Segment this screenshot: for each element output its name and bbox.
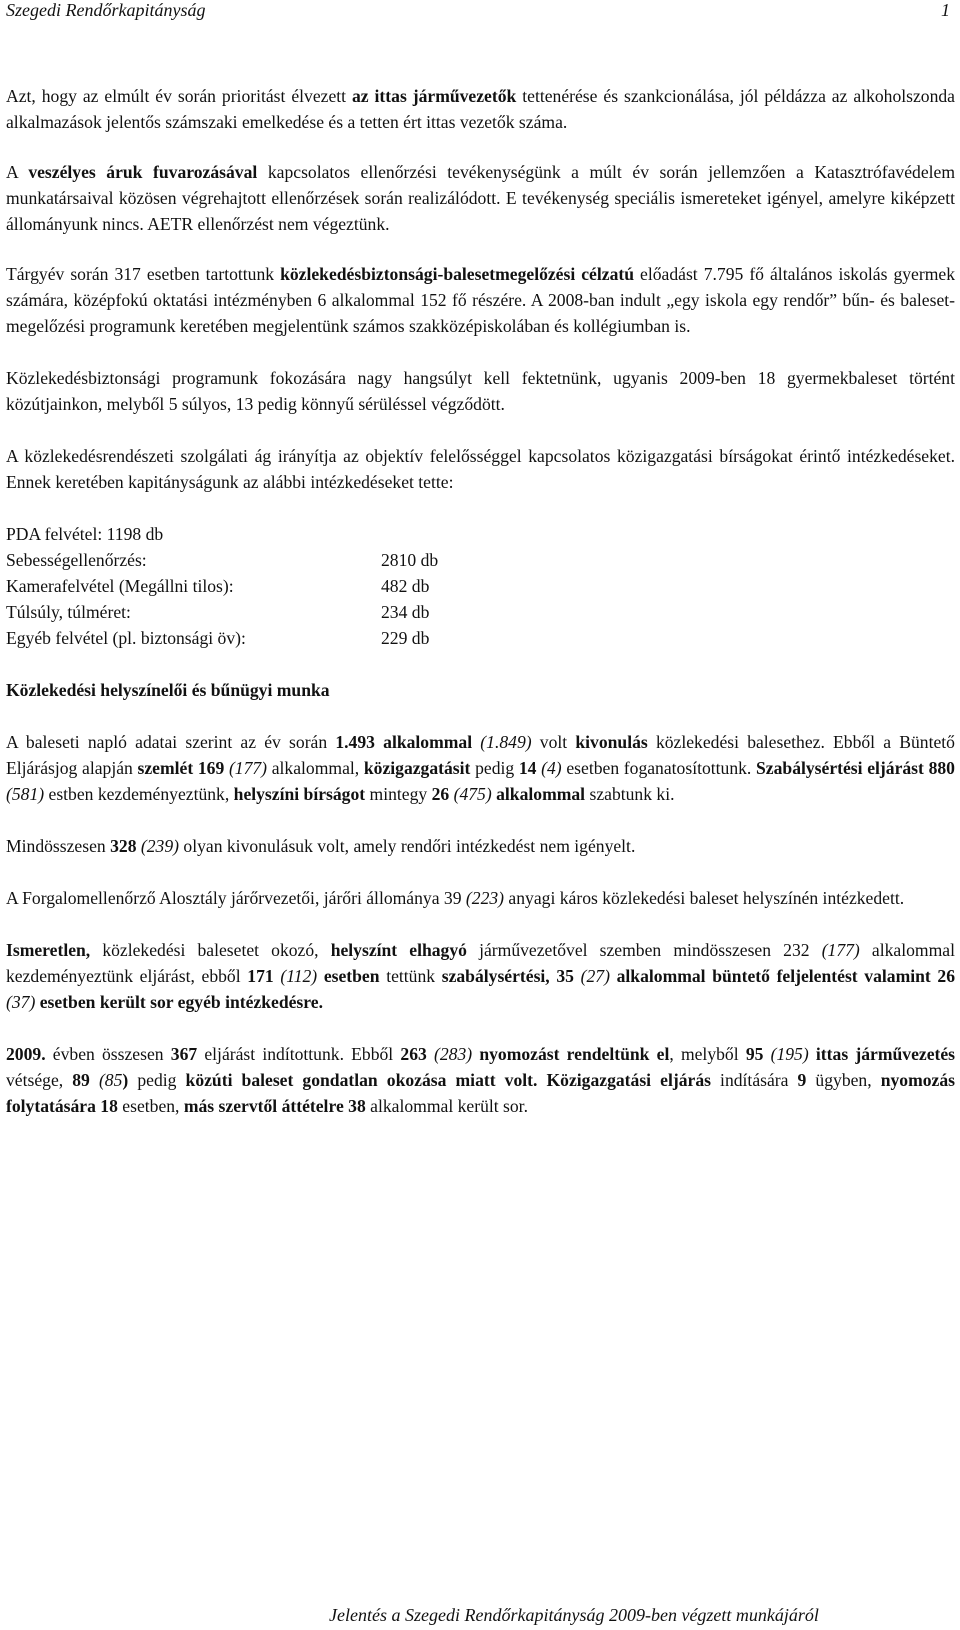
bold-run: más szervtől áttételre 38	[183, 1096, 366, 1116]
bold-run: Szabálysértési eljárást 880	[756, 758, 955, 778]
bold-run: helyszínt elhagyó	[330, 940, 467, 960]
text-run: olyan kivonulásuk volt, amely rendőri intézkedést nem igényelt.	[179, 836, 636, 856]
bold-run: 89	[72, 1070, 90, 1090]
document-body	[6, 83, 955, 1145]
bold-run: 171	[247, 966, 274, 986]
measure-value: 2810 db	[381, 550, 439, 570]
text-run: esetben,	[117, 1096, 184, 1116]
text-run	[90, 1070, 99, 1090]
text-run: alkalommal kezdeményeztünk eljárást, ebből	[6, 940, 955, 986]
text-run: A baleseti napló adatai szerint az év során	[6, 732, 336, 752]
bold-run: 263	[400, 1044, 427, 1064]
bold-run: 367	[170, 1044, 198, 1064]
bold-run: 1.493 alkalommal	[335, 732, 473, 752]
text-run: pedig	[128, 1070, 186, 1090]
text-run: eljárást indítottunk. Ebből	[197, 1044, 401, 1064]
bold-run: közúti baleset gondatlan okozása miatt volt. Közigazgatási eljárás	[185, 1070, 711, 1090]
italic-run: (85	[98, 1070, 123, 1090]
bold-run: 26	[431, 784, 450, 804]
bold-run: esetben került sor egyéb intézkedésre.	[39, 992, 323, 1012]
measure-value: 234 db	[381, 602, 430, 622]
measure-value: 229 db	[381, 628, 430, 648]
text-run: tettünk	[379, 966, 442, 986]
bold-run: szabálysértési, 35	[441, 966, 574, 986]
italic-run: (1.849)	[480, 732, 532, 752]
bold-run: 9	[797, 1070, 807, 1090]
bold-run: 95	[745, 1044, 764, 1064]
measures-list	[6, 521, 955, 651]
text-run: Mindösszesen	[6, 836, 111, 856]
italic-run: (37)	[6, 992, 36, 1012]
measure-row	[6, 547, 955, 573]
bold-run: közlekedésbiztonsági-balesetmegelőzési célzatú	[280, 264, 635, 284]
text-run: előadást 7.795 fő általános iskolás gyermek számára, középfokú oktatási intézményben 6 alkalommal 152 fő részére. A 2008-ban indult „egy iskola egy rendőr” bűn- és baleset-megelőzési programunk keretében megjelentünk számos szakközépiskolában és kollégiumban is.	[6, 264, 956, 336]
measure-row	[6, 599, 955, 625]
bold-run: )	[122, 1070, 129, 1090]
text-run: alkalommal,	[267, 758, 364, 778]
text-run	[610, 966, 617, 986]
bold-run: nyomozás folytatására 18	[6, 1070, 956, 1116]
measure-label: Sebességellenőrzés:	[6, 550, 147, 570]
text-run	[427, 1044, 434, 1064]
italic-run: (177)	[821, 940, 860, 960]
text-run: mintegy	[365, 784, 432, 804]
paragraph-drunk-drivers	[6, 83, 955, 135]
paragraph-prevention-lectures	[6, 261, 955, 339]
text-run	[574, 966, 581, 986]
text-run: volt	[531, 732, 576, 752]
text-run: indítására	[710, 1070, 798, 1090]
italic-run: (112)	[280, 966, 318, 986]
header-title: Szegedi Rendőrkapitányság	[6, 0, 206, 20]
bold-run: helyszíni bírságot	[233, 784, 366, 804]
measure-row	[6, 573, 955, 599]
italic-run: (283)	[434, 1044, 473, 1064]
paragraph-accident-log	[6, 729, 955, 807]
text-run: A	[6, 162, 29, 182]
footer-text: Jelentés a Szegedi Rendőrkapitányság 2009-ben végzett munkájáról	[329, 1605, 819, 1625]
text-run: A Forgalomellenőrző Alosztály járőrvezetői, járőri állománya 39	[6, 888, 466, 908]
bold-run: alkalommal büntető feljelentést valamint 26	[616, 966, 956, 986]
bold-run: az ittas járművezetők	[352, 86, 517, 106]
text-run: kapcsolatos ellenőrzési tevékenységünk a múlt év során jellemzően a Katasztrófavédelem munkatársaival közösen végrehajtott ellenőrzések során realizálódott. E tevékenység speciális ismereteket igényel, amelyre kiképzett állományunk nincs. AETR ellenőrzést nem végeztünk.	[6, 162, 956, 234]
text-run: , melyből	[669, 1044, 746, 1064]
bold-run: esetben	[323, 966, 380, 986]
paragraph-administrative-fines: A közlekedésrendészeti szolgálati ág irányítja az objektív felelősséggel kapcsolatos közigazgatási bírságokat érintő intézkedéseket. Ennek keretében kapitányságunk az alábbi intézkedéseket tette:	[6, 446, 955, 492]
text-run: Azt, hogy az elmúlt év során prioritást élvezett	[6, 86, 352, 106]
bold-run: 328	[110, 836, 137, 856]
text-run: közlekedési balesethez. Ebből a Büntető Eljárásjog alapján	[6, 732, 955, 778]
text-run	[763, 1044, 770, 1064]
measure-row	[6, 625, 955, 651]
paragraph-hit-and-run	[6, 937, 955, 1015]
measure-label: Kamerafelvétel (Megállni tilos):	[6, 576, 234, 596]
text-run: közlekedési balesetet okozó,	[90, 940, 331, 960]
text-run: vétsége,	[6, 1070, 73, 1090]
text-run	[809, 1044, 816, 1064]
text-run: pedig	[470, 758, 519, 778]
text-run: anyagi káros közlekedési baleset helyszínén intézkedett.	[504, 888, 905, 908]
measure-label: Egyéb felvétel (pl. biztonsági öv):	[6, 628, 246, 648]
page-number: 1	[941, 0, 950, 20]
paragraph-child-accidents: Közlekedésbiztonsági programunk fokozására nagy hangsúlyt kell fektetnünk, ugyanis 2009-ben 18 gyermekbaleset történt közútjainkon, melyből 5 súlyos, 13 pedig könnyű sérüléssel végződött.	[6, 368, 955, 414]
bold-run: 14	[518, 758, 537, 778]
bold-run: kivonulás	[575, 732, 648, 752]
italic-run: (177)	[228, 758, 268, 778]
bold-run: 2009.	[6, 1044, 46, 1064]
text-run: tettenérése és szankcionálása, jól példázza az alkoholszonda alkalmazások jelentős számszaki emelkedése és a tetten ért ittas vezetők száma.	[6, 86, 955, 132]
italic-run: (4)	[541, 758, 562, 778]
bold-run: közigazgatásit	[363, 758, 471, 778]
italic-run: (581)	[6, 784, 45, 804]
measure-label: Túlsúly, túlméret:	[6, 602, 131, 622]
text-run: Tárgyév során 317 esetben tartottunk	[6, 264, 281, 284]
text-run: járművezetővel szemben mindösszesen 232	[466, 940, 822, 960]
measure-value: 482 db	[381, 576, 430, 596]
page-footer	[0, 1604, 960, 1626]
paragraph-dangerous-goods	[6, 159, 955, 237]
section-heading: Közlekedési helyszínelői és bűnügyi munka	[6, 680, 330, 700]
text-run: esetben foganatosítottunk.	[561, 758, 757, 778]
italic-run: (475)	[453, 784, 492, 804]
bold-run: ittas járművezetés	[815, 1044, 956, 1064]
text-run: szabtunk ki.	[585, 784, 675, 804]
bold-run: veszélyes áruk fuvarozásával	[28, 162, 258, 182]
italic-run: (27)	[580, 966, 610, 986]
paragraph-proceedings-2009	[6, 1041, 955, 1119]
italic-run: (223)	[465, 888, 505, 908]
italic-run: (239)	[140, 836, 179, 856]
measure-row	[6, 521, 955, 547]
text-run: ügyben,	[806, 1070, 881, 1090]
text-run: évben összesen	[45, 1044, 171, 1064]
bold-run: alkalommal	[496, 784, 586, 804]
text-run	[317, 966, 324, 986]
text-run: alkalommal került sor.	[365, 1096, 528, 1116]
paragraph-traffic-control-unit	[6, 885, 955, 911]
measure-label: PDA felvétel: 1198 db	[6, 524, 164, 544]
bold-run: Ismeretlen,	[6, 940, 91, 960]
italic-run: (195)	[770, 1044, 809, 1064]
bold-run: nyomozást rendeltünk el	[479, 1044, 670, 1064]
bold-run: szemlét 169	[137, 758, 225, 778]
text-run: estben kezdeményeztünk,	[44, 784, 234, 804]
paragraph-no-action-needed	[6, 833, 955, 859]
page-header	[6, 0, 954, 20]
